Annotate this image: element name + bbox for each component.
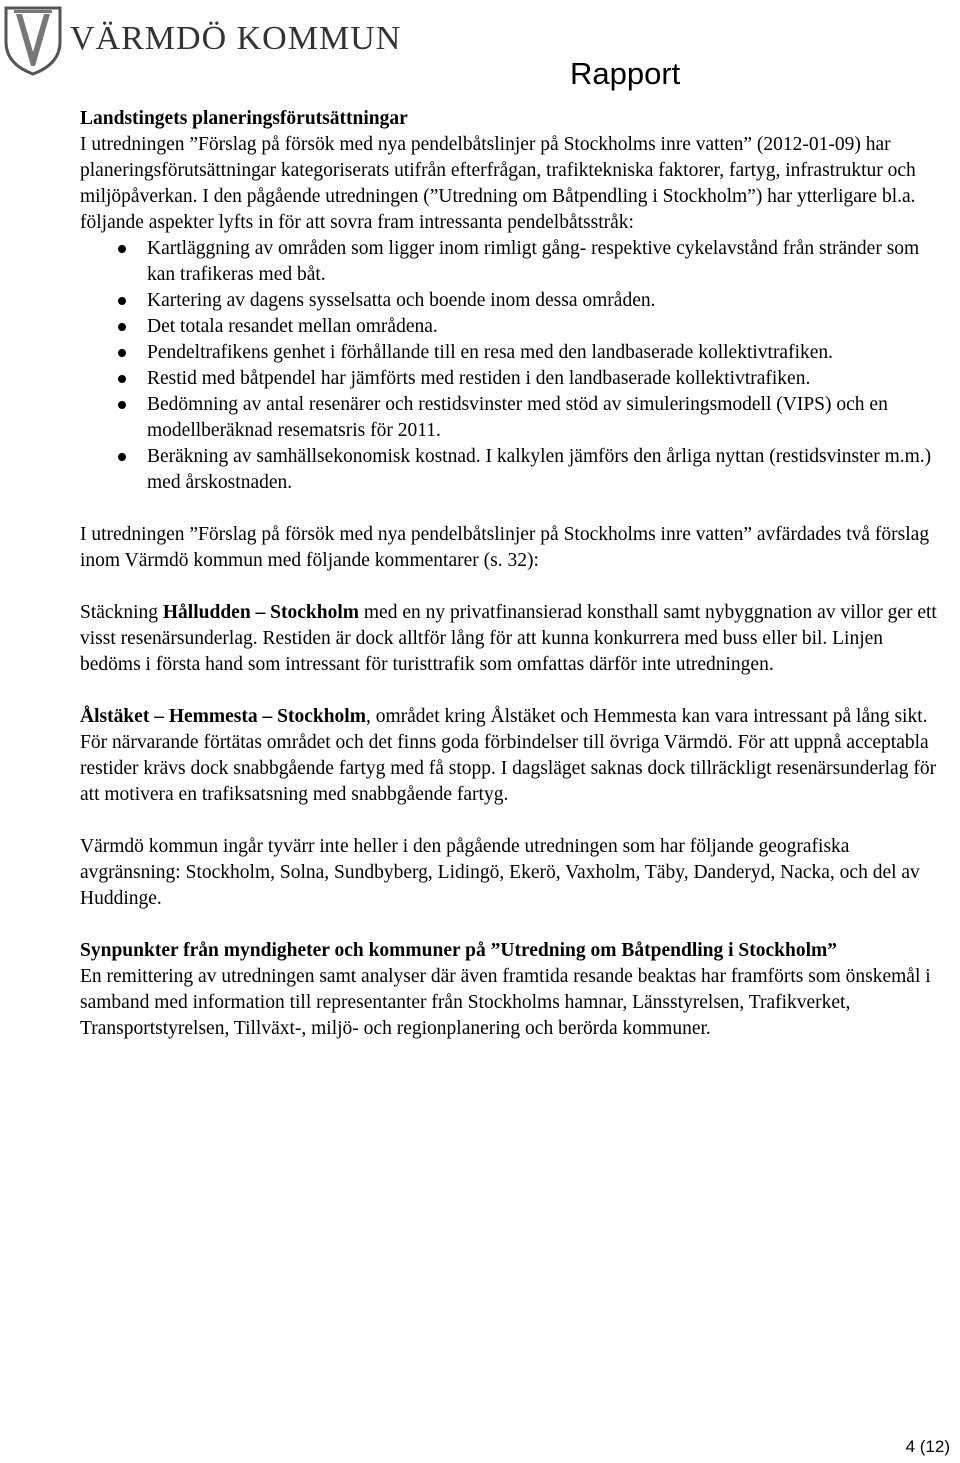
section-heading: Synpunkter från myndigheter och kommuner på ”Utredning om Båtpendling i Stockholm” (80, 940, 838, 961)
list-item: Bedömning av antal resenärer och restidsvinster med stöd av simuleringsmodell (VIPS) och en modellberäknad resematsris för 2011. (147, 392, 940, 444)
list-item: Beräkning av samhällsekonomisk kostnad. I kalkylen jämförs den årliga nyttan (restidsvinster m.m.) med årskostnaden. (147, 444, 940, 496)
document-type: Rapport (570, 56, 681, 91)
route-paragraph-alstaket (80, 704, 940, 808)
route-prefix: Stäckning (80, 602, 163, 623)
header-logo (0, 0, 402, 78)
org-name: VÄRMDÖ KOMMUN (70, 20, 402, 57)
list-item: Kartläggning av områden som ligger inom rimligt gång- respektive cykelavstånd från stränder som kan trafikeras med båt. (147, 236, 940, 288)
route-paragraph-halludden (80, 600, 940, 678)
route-name: Ålstäket – Hemmesta – Stockholm (80, 706, 366, 727)
rejected-paragraph: I utredningen ”Förslag på försök med nya pendelbåtslinjer på Stockholms inre vatten” avfärdades två förslag inom Värmdö kommun med följande kommentarer (s. 32): (80, 524, 930, 571)
intro-paragraph: I utredningen ”Förslag på försök med nya pendelbåtslinjer på Stockholms inre vatten” (2012-01-09) har planeringsförutsättningar kategoriserats utifrån efterfrågan, trafiktekniska faktorer, fartyg, infrastruktur och miljöpåverkan. I den pågående utredningen (”Utredning om Båtpendling i Stockholm”) har ytterligare bl.a. följande aspekter lyfts in för att sovra fram intressanta pendelbåtsstråk: (80, 134, 916, 233)
route-name: Hålludden – Stockholm (162, 602, 360, 623)
document-body (80, 106, 940, 1042)
section-heading: Landstingets planeringsförutsättningar (80, 108, 408, 129)
list-item: Pendeltrafikens genhet i förhållande till en resa med den landbaserade kollektivtrafiken. (147, 340, 940, 366)
page-number: 4 (12) (905, 1437, 950, 1456)
aspect-list (80, 236, 940, 496)
route-text: med en ny privatfinansierad konsthall samt nybyggnation av villor ger ett visst resenärsunderlag. Restiden är dock alltför lång för att kunna konkurrera med buss eller bil. Linjen bedöms i första hand som intressant för turisttrafik som omfattas därför inte utredningen. (80, 602, 937, 675)
municipality-emblem-icon (2, 2, 64, 76)
list-item: Det totala resandet mellan områdena. (147, 314, 940, 340)
route-text: , området kring Ålstäket och Hemmesta kan vara intressant på lång sikt. För närvarande förtätas området och det finns goda förbindelser till övriga Värmdö. För att uppnå acceptabla restider krävs dock snabbgående fartyg med få stopp. I dagsläget saknas dock tillräckligt resenärsunderlag för att motivera en trafiksatsning med snabbgående fartyg. (80, 706, 937, 805)
list-item: Restid med båtpendel har jämförts med restiden i den landbaserade kollektivtrafiken. (147, 366, 940, 392)
list-item: Kartering av dagens sysselsatta och boende inom dessa områden. (147, 288, 940, 314)
area-paragraph: Värmdö kommun ingår tyvärr inte heller i den pågående utredningen som har följande geografiska avgränsning: Stockholm, Solna, Sundbyberg, Lidingö, Ekerö, Vaxholm, Täby, Danderyd, Nacka, och del av Huddinge. (80, 836, 920, 909)
remiss-paragraph: En remittering av utredningen samt analyser där även framtida resande beaktas har framförts som önskemål i samband med information till representanter från Stockholms hamnar, Länsstyrelsen, Trafikverket, Transportstyrelsen, Tillväxt-, miljö- och regionplanering och berörda kommuner. (80, 966, 931, 1039)
